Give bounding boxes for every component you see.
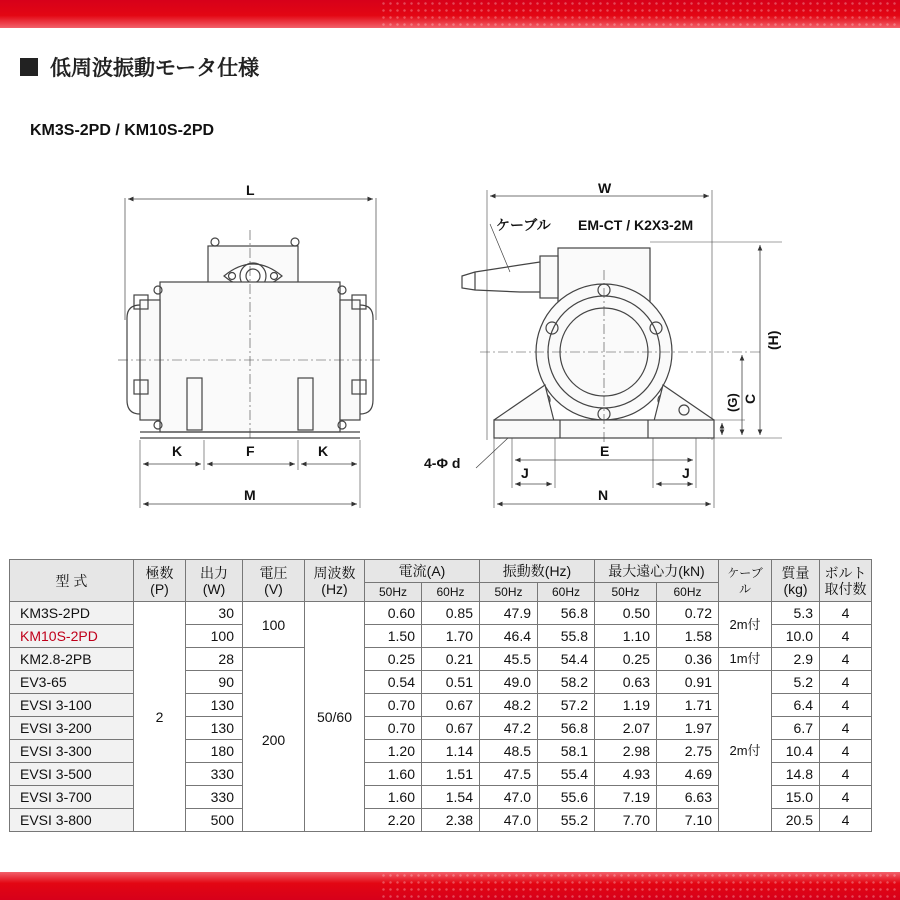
dim-label-M: M — [244, 487, 256, 503]
frequency-cell: 50/60 — [305, 602, 365, 832]
header-mass: 質量 (kg) — [772, 560, 820, 602]
heading-text: 低周波振動モータ仕様 — [50, 56, 260, 80]
header-force-50hz: 50Hz — [595, 583, 657, 602]
bolts-cell: 4 — [820, 648, 872, 671]
force-50-cell: 0.25 — [595, 648, 657, 671]
model-cell: EV3-65 — [10, 671, 134, 694]
cable-cell-1m: 1m付 — [719, 648, 772, 671]
vibration-50-cell: 49.0 — [480, 671, 538, 694]
current-60-cell: 2.38 — [422, 809, 480, 832]
current-50-cell: 1.50 — [365, 625, 422, 648]
current-50-cell: 1.60 — [365, 763, 422, 786]
current-50-cell: 0.60 — [365, 602, 422, 625]
header-force-60hz: 60Hz — [657, 583, 719, 602]
header-bolts: ボルト 取付数 — [820, 560, 872, 602]
dim-label-J-left: J — [521, 465, 529, 481]
vibration-60-cell: 55.4 — [538, 763, 595, 786]
force-60-cell: 0.91 — [657, 671, 719, 694]
header-current: 電流(A) — [365, 560, 480, 583]
header-vibration-60hz: 60Hz — [538, 583, 595, 602]
spec-table — [9, 559, 872, 832]
voltage-cell-200: 200 — [243, 648, 305, 832]
output-cell: 180 — [186, 740, 243, 763]
current-60-cell: 1.70 — [422, 625, 480, 648]
output-cell: 30 — [186, 602, 243, 625]
model-cell: EVSI 3-500 — [10, 763, 134, 786]
force-60-cell: 1.58 — [657, 625, 719, 648]
output-cell: 330 — [186, 763, 243, 786]
section-heading — [20, 52, 259, 82]
dim-label-C: C — [742, 393, 758, 404]
force-50-cell: 4.93 — [595, 763, 657, 786]
model-cell: KM2.8-2PB — [10, 648, 134, 671]
force-50-cell: 1.19 — [595, 694, 657, 717]
vibration-60-cell: 55.6 — [538, 786, 595, 809]
vibration-50-cell: 47.5 — [480, 763, 538, 786]
dim-label-J-right: J — [682, 465, 690, 481]
vibration-50-cell: 46.4 — [480, 625, 538, 648]
header-model: 型 式 — [10, 560, 134, 602]
model-cell: EVSI 3-300 — [10, 740, 134, 763]
model-cell: EVSI 3-100 — [10, 694, 134, 717]
current-60-cell: 1.51 — [422, 763, 480, 786]
mass-cell: 15.0 — [772, 786, 820, 809]
voltage-cell-100: 100 — [243, 602, 305, 648]
bolts-cell: 4 — [820, 740, 872, 763]
force-60-cell: 7.10 — [657, 809, 719, 832]
dim-label-E: E — [600, 443, 610, 459]
force-60-cell: 1.71 — [657, 694, 719, 717]
bolts-cell: 4 — [820, 809, 872, 832]
mass-cell: 10.0 — [772, 625, 820, 648]
mass-cell: 5.2 — [772, 671, 820, 694]
cable-label: ケーブル — [496, 217, 551, 233]
mass-cell: 10.4 — [772, 740, 820, 763]
current-60-cell: 0.21 — [422, 648, 480, 671]
vibration-60-cell: 55.8 — [538, 625, 595, 648]
header-current-60hz: 60Hz — [422, 583, 480, 602]
output-cell: 90 — [186, 671, 243, 694]
current-50-cell: 2.20 — [365, 809, 422, 832]
bottom-red-band — [0, 872, 900, 900]
force-60-cell: 6.63 — [657, 786, 719, 809]
header-force: 最大遠心力(kN) — [595, 560, 719, 583]
force-60-cell: 0.72 — [657, 602, 719, 625]
output-cell: 130 — [186, 717, 243, 740]
header-current-50hz: 50Hz — [365, 583, 422, 602]
bolt-hole-label: 4-Φ d — [424, 455, 461, 471]
current-50-cell: 1.20 — [365, 740, 422, 763]
mass-cell: 14.8 — [772, 763, 820, 786]
front-view-drawing — [118, 198, 382, 508]
vibration-60-cell: 58.2 — [538, 671, 595, 694]
current-60-cell: 0.85 — [422, 602, 480, 625]
output-cell: 100 — [186, 625, 243, 648]
output-cell: 28 — [186, 648, 243, 671]
model-title: KM3S-2PD / KM10S-2PD — [30, 122, 215, 139]
model-cell: KM10S-2PD — [10, 625, 134, 648]
vibration-60-cell: 55.2 — [538, 809, 595, 832]
table-row — [10, 602, 872, 625]
force-60-cell: 1.97 — [657, 717, 719, 740]
vibration-50-cell: 48.5 — [480, 740, 538, 763]
vibration-50-cell: 47.9 — [480, 602, 538, 625]
dim-label-F: F — [246, 443, 255, 459]
force-50-cell: 0.50 — [595, 602, 657, 625]
current-50-cell: 0.70 — [365, 694, 422, 717]
current-60-cell: 0.51 — [422, 671, 480, 694]
top-red-band — [0, 0, 900, 28]
force-50-cell: 0.63 — [595, 671, 657, 694]
vibration-60-cell: 56.8 — [538, 717, 595, 740]
cable-model-label: EM-CT / K2X3-2M — [578, 217, 694, 233]
current-60-cell: 0.67 — [422, 717, 480, 740]
dim-label-H: (H) — [765, 330, 781, 350]
bolts-cell: 4 — [820, 671, 872, 694]
mass-cell: 5.3 — [772, 602, 820, 625]
vibration-50-cell: 47.2 — [480, 717, 538, 740]
vibration-50-cell: 45.5 — [480, 648, 538, 671]
force-50-cell: 1.10 — [595, 625, 657, 648]
dim-label-K-right: K — [318, 443, 329, 459]
mass-cell: 6.7 — [772, 717, 820, 740]
header-frequency: 周波数 (Hz) — [305, 560, 365, 602]
model-cell: EVSI 3-800 — [10, 809, 134, 832]
bolts-cell: 4 — [820, 717, 872, 740]
current-50-cell: 0.25 — [365, 648, 422, 671]
heading-square-icon — [20, 58, 38, 76]
cable-cell-2m: 2m付 — [719, 602, 772, 648]
dim-label-G: (G) — [725, 393, 740, 412]
bolts-cell: 4 — [820, 786, 872, 809]
mass-cell: 20.5 — [772, 809, 820, 832]
vibration-60-cell: 58.1 — [538, 740, 595, 763]
force-60-cell: 0.36 — [657, 648, 719, 671]
current-50-cell: 0.70 — [365, 717, 422, 740]
vibration-60-cell: 54.4 — [538, 648, 595, 671]
current-60-cell: 1.54 — [422, 786, 480, 809]
dimension-drawings — [0, 170, 900, 515]
current-50-cell: 1.60 — [365, 786, 422, 809]
force-60-cell: 4.69 — [657, 763, 719, 786]
model-cell: KM3S-2PD — [10, 602, 134, 625]
model-cell: EVSI 3-700 — [10, 786, 134, 809]
force-60-cell: 2.75 — [657, 740, 719, 763]
header-vibration: 振動数(Hz) — [480, 560, 595, 583]
mass-cell: 2.9 — [772, 648, 820, 671]
bolts-cell: 4 — [820, 763, 872, 786]
output-cell: 330 — [186, 786, 243, 809]
model-cell: EVSI 3-200 — [10, 717, 134, 740]
header-poles: 極数 (P) — [134, 560, 186, 602]
header-voltage: 電圧 (V) — [243, 560, 305, 602]
dim-label-K-left: K — [172, 443, 183, 459]
dim-label-N: N — [598, 487, 609, 503]
current-50-cell: 0.54 — [365, 671, 422, 694]
bolts-cell: 4 — [820, 602, 872, 625]
force-50-cell: 2.98 — [595, 740, 657, 763]
current-60-cell: 1.14 — [422, 740, 480, 763]
mass-cell: 6.4 — [772, 694, 820, 717]
current-60-cell: 0.67 — [422, 694, 480, 717]
header-cable: ケーブル — [719, 560, 772, 602]
side-view-drawing — [462, 190, 782, 508]
output-cell: 500 — [186, 809, 243, 832]
vibration-50-cell: 47.0 — [480, 786, 538, 809]
force-50-cell: 2.07 — [595, 717, 657, 740]
vibration-50-cell: 48.2 — [480, 694, 538, 717]
cable-cell-2m: 2m付 — [719, 671, 772, 832]
header-output: 出力 (W) — [186, 560, 243, 602]
vibration-60-cell: 57.2 — [538, 694, 595, 717]
vibration-50-cell: 47.0 — [480, 809, 538, 832]
bolts-cell: 4 — [820, 694, 872, 717]
output-cell: 130 — [186, 694, 243, 717]
dim-label-L: L — [246, 182, 255, 198]
force-50-cell: 7.70 — [595, 809, 657, 832]
header-vibration-50hz: 50Hz — [480, 583, 538, 602]
vibration-60-cell: 56.8 — [538, 602, 595, 625]
force-50-cell: 7.19 — [595, 786, 657, 809]
poles-cell: 2 — [134, 602, 186, 832]
spec-table-wrapper — [9, 559, 872, 832]
bolts-cell: 4 — [820, 625, 872, 648]
dim-label-W: W — [598, 180, 612, 196]
